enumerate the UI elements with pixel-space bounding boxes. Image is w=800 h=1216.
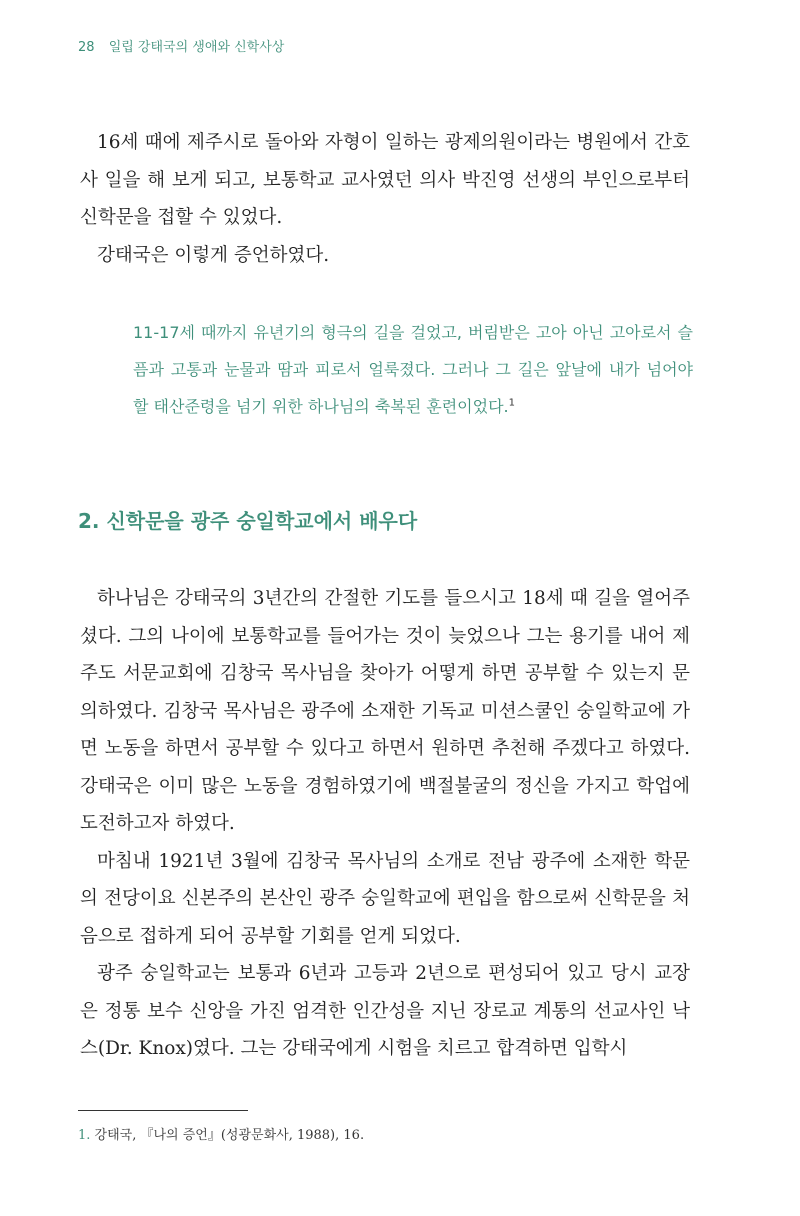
- body-paragraph: 16세 때에 제주시로 돌아와 자형이 일하는 광제의원이라는 병원에서 간호사 일을 해 보게 되고, 보통학교 교사였던 의사 박진영 선생의 부인으로부터 신학문을 접할 수 있었다.: [80, 132, 690, 228]
- block-quote: [133, 314, 693, 425]
- page-number: 28: [78, 40, 95, 55]
- footnote-number: 1.: [78, 1128, 91, 1143]
- intro-section: [80, 124, 690, 274]
- footnote-text: 강태국, 『나의 증언』(성광문화사, 1988), 16.: [94, 1128, 365, 1143]
- footnote-divider: [78, 1110, 248, 1111]
- running-title: 일립 강태국의 생애와 신학사상: [108, 40, 285, 55]
- running-header: [78, 36, 284, 55]
- section-title: 2. 신학문을 광주 숭일학교에서 배우다: [78, 509, 418, 533]
- body-paragraph: 하나님은 강태국의 3년간의 간절한 기도를 들으시고 18세 때 길을 열어주셨다. 그의 나이에 보통학교를 들어가는 것이 늦었으나 그는 용기를 내어 제주도 서문교회에 김창국 목사님을 찾아가 어떻게 하면 공부할 수 있는지 문의하였다. 김창국 목사님은 광주에 소재한 기독교 미션스쿨인 숭일학교에 가면 노동을 하면서 공부할 수 있다고 하면서 원하면 추천해 주겠다고 하였다. 강태국은 이미 많은 노동을 경험하였기에 백절불굴의 정신을 가지고 학업에 도전하고자 하였다.: [80, 588, 690, 834]
- body-paragraph: 광주 숭일학교는 보통과 6년과 고등과 2년으로 편성되어 있고 당시 교장은 정통 보수 신앙을 가진 엄격한 인간성을 지닌 장로교 계통의 선교사인 낙스(Dr. Knox)였다. 그는 강태국에게 시험을 치르고 합격하면 입학시: [80, 963, 690, 1059]
- body-paragraph: 마침내 1921년 3월에 김창국 목사님의 소개로 전남 광주에 소재한 학문의 전당이요 신본주의 본산인 광주 숭일학교에 편입을 함으로써 신학문을 처음으로 접하게 되어 공부할 기회를 얻게 되었다.: [80, 850, 690, 947]
- footnote: [78, 1124, 364, 1143]
- footnote-reference: 1: [508, 397, 516, 409]
- main-section: [80, 580, 690, 1068]
- body-paragraph: 강태국은 이렇게 증언하였다.: [97, 244, 330, 266]
- quote-text: 11-17세 때까지 유년기의 형극의 길을 걸었고, 버림받은 고아 아닌 고아로서 슬픔과 고통과 눈물과 땀과 피로서 얼룩졌다. 그러나 그 길은 앞날에 내가 넘어야 할 태산준령을 넘기 위한 하나님의 축복된 훈련이었다.: [133, 323, 693, 416]
